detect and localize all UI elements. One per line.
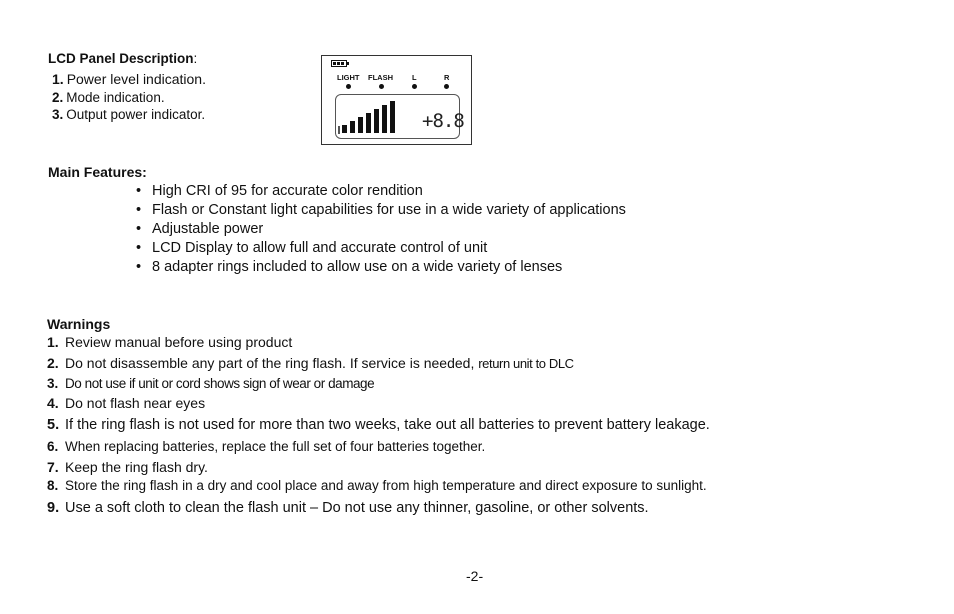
output-power-readout: +8.8 (422, 110, 464, 132)
warning-item (47, 478, 707, 493)
warning-item (47, 459, 208, 475)
feature-text: High CRI of 95 for accurate color rendition (152, 183, 423, 199)
warning-item (47, 417, 710, 433)
bullet: • (136, 221, 142, 237)
warning-item (47, 355, 574, 371)
lcd-label-l: L (412, 73, 417, 82)
lcd-panel-diagram (321, 55, 472, 145)
battery-cell (337, 62, 340, 65)
lcd-panel-heading-colon: : (193, 51, 198, 66)
warning-number: 5. (47, 417, 60, 433)
power-level-bar (374, 109, 379, 133)
warning-text: Do not flash near eyes (65, 395, 206, 411)
warning-text: When replacing batteries, replace the full set of four batteries together. (65, 439, 486, 454)
warning-item (47, 376, 374, 391)
power-level-bar (358, 117, 363, 133)
feature-text: Flash or Constant light capabilities for use in a wide variety of applications (152, 202, 626, 218)
warning-number: 4. (47, 395, 59, 411)
bullet: • (136, 202, 142, 218)
warning-item (47, 439, 485, 454)
power-level-bar (342, 125, 347, 133)
lcd-indicator-dot (379, 84, 384, 89)
warning-text-continued: return unit to DLC (478, 356, 574, 371)
battery-icon (331, 60, 347, 67)
lcd-label-light: LIGHT (337, 73, 360, 82)
feature-item (136, 202, 626, 218)
warning-number: 1. (47, 334, 59, 350)
lcd-item-number: 2. (52, 90, 64, 105)
battery-cell (333, 62, 336, 65)
lcd-panel-heading (48, 51, 197, 66)
lcd-screen (335, 94, 464, 139)
warning-text: Do not disassemble any part of the ring flash. If service is needed, (65, 355, 475, 371)
warning-number: 2. (47, 355, 59, 371)
screen-left-tick (338, 126, 340, 134)
lcd-label-r: R (444, 73, 450, 82)
lcd-item-number: 1. (52, 71, 64, 87)
bullet: • (136, 183, 142, 199)
main-features-heading: Main Features: (48, 164, 147, 180)
feature-item (136, 240, 487, 256)
power-level-bar (390, 101, 395, 133)
bullet: • (136, 259, 142, 275)
power-level-bar (382, 105, 387, 133)
lcd-item-text: Power level indication. (66, 71, 206, 87)
feature-item (136, 221, 263, 237)
warning-text: If the ring flash is not used for more than two weeks, take out all batteries to prevent battery leakage. (65, 417, 710, 433)
warning-item (47, 395, 205, 411)
lcd-item-number: 3. (52, 107, 64, 122)
warnings-heading: Warnings (47, 316, 111, 332)
lcd-item-1 (52, 71, 206, 87)
warning-number: 7. (47, 459, 59, 475)
feature-text: Adjustable power (152, 221, 264, 237)
lcd-panel-heading-text: LCD Panel Description (48, 51, 194, 66)
lcd-label-flash: FLASH (368, 73, 393, 82)
page-number: -2- (466, 568, 484, 584)
lcd-indicator-dot (444, 84, 449, 89)
lcd-indicator-dot (346, 84, 351, 89)
warning-item (47, 500, 649, 516)
power-level-bar (350, 121, 355, 133)
warning-text: Use a soft cloth to clean the flash unit – Do not use any thinner, gasoline, or other solvents. (65, 500, 649, 516)
warning-text: Store the ring flash in a dry and cool place and away from high temperature and direct exposure to sunlight. (65, 478, 707, 493)
warning-text: Do not use if unit or cord shows sign of wear or damage (65, 376, 375, 391)
warning-text: Keep the ring flash dry. (65, 459, 208, 475)
bullet: • (136, 240, 142, 256)
lcd-item-text: Mode indication. (66, 90, 165, 105)
feature-text: LCD Display to allow full and accurate control of unit (152, 240, 488, 256)
feature-item (136, 259, 562, 275)
power-level-bar (366, 113, 371, 133)
lcd-indicator-dot (412, 84, 417, 89)
lcd-item-text: Output power indicator. (66, 107, 206, 122)
lcd-item-2 (52, 90, 165, 105)
warning-number: 9. (47, 500, 60, 516)
lcd-item-3 (52, 107, 205, 122)
feature-text: 8 adapter rings included to allow use on a wide variety of lenses (152, 259, 563, 275)
warning-number: 8. (47, 478, 59, 493)
warning-item (47, 334, 292, 350)
warning-number: 3. (47, 376, 59, 391)
battery-cell (341, 62, 344, 65)
feature-item (136, 183, 423, 199)
warning-number: 6. (47, 439, 59, 454)
warning-text: Review manual before using product (65, 334, 293, 350)
